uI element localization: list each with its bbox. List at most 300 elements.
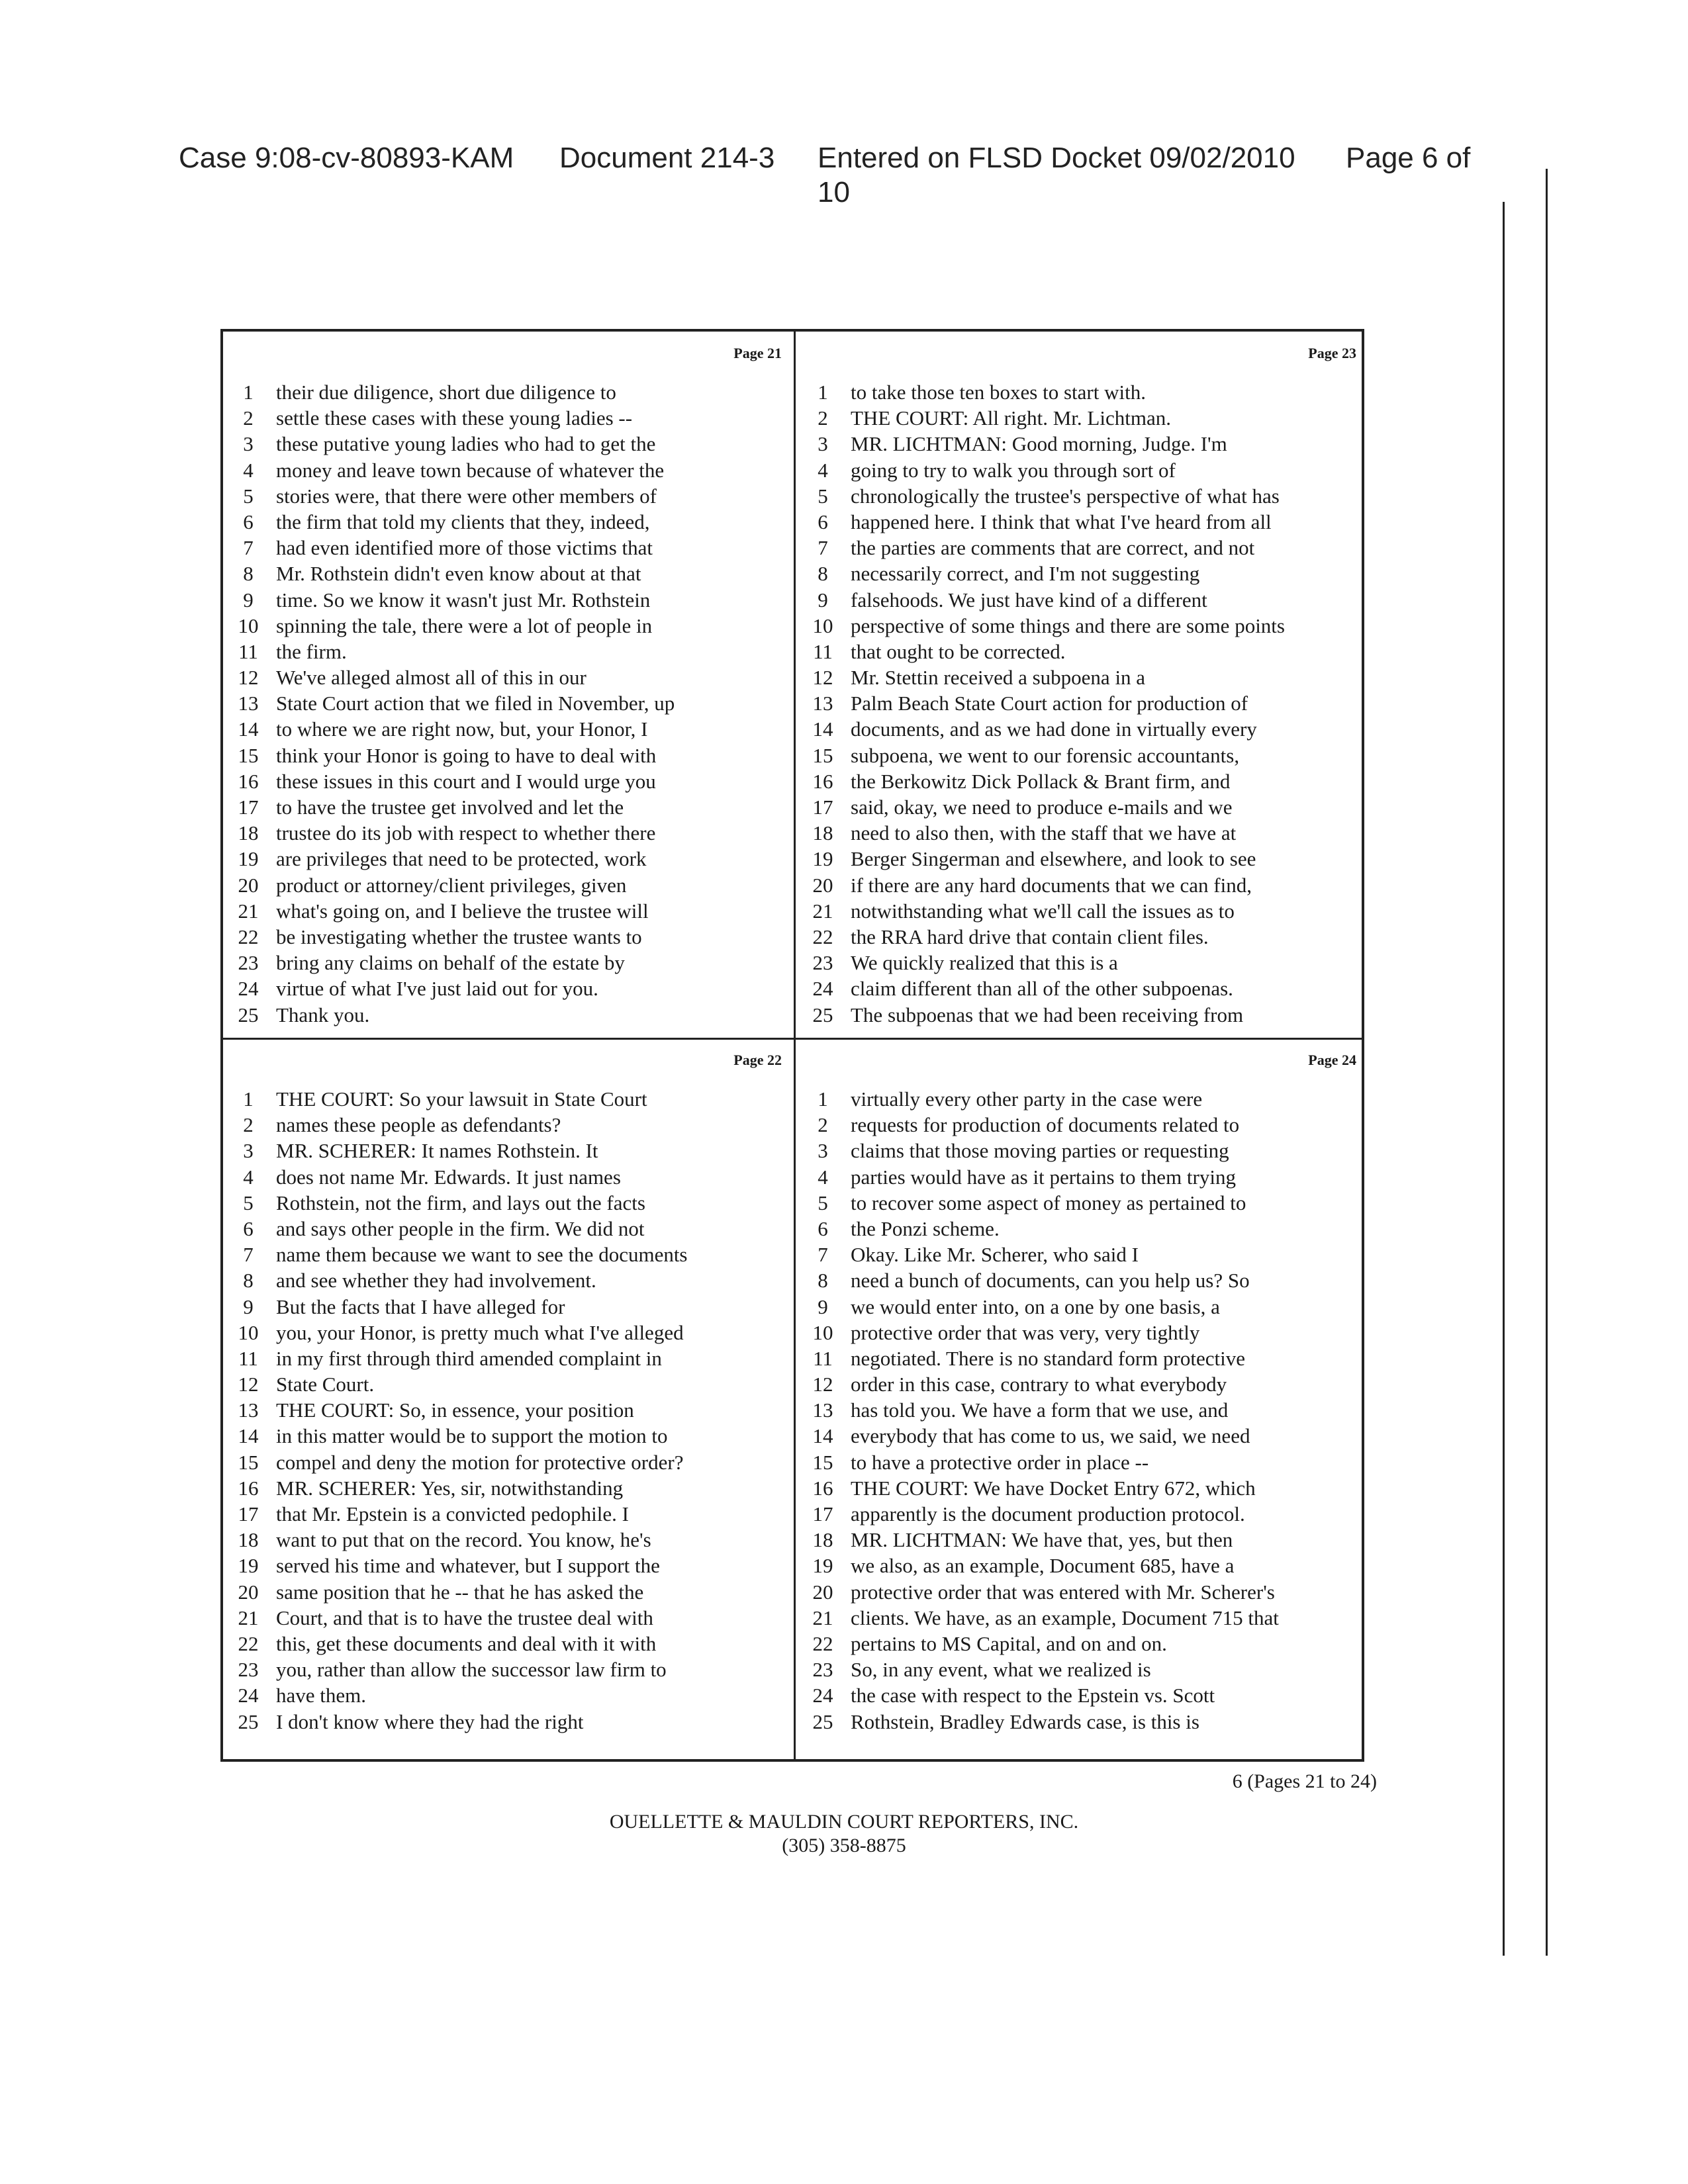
line-number: 7 [818,536,828,560]
line-number: 21 [812,1606,833,1629]
line-number: 14 [812,717,833,741]
transcript-line [230,950,787,976]
line-text: claim different than all of the other subpoenas. [851,977,1233,1001]
line-number: 17 [238,796,259,819]
transcript-line [230,405,787,431]
line-text: served his time and whatever, but I support the [276,1554,660,1578]
transcript-line [804,716,1362,742]
line-number: 13 [812,692,833,715]
transcript-line [804,1371,1362,1397]
line-text: to take those ten boxes to start with. [851,381,1146,404]
transcript-line [804,1475,1362,1501]
line-text: has told you. We have a form that we use, and [851,1398,1229,1422]
transcript-line [804,794,1362,820]
transcript-line [230,1002,787,1028]
transcript-line [804,664,1362,690]
transcript-line [804,509,1362,535]
line-number: 10 [238,1320,259,1344]
line-number: 22 [238,925,259,948]
line-number: 15 [812,1450,833,1474]
line-number: 19 [238,1554,259,1578]
line-number: 4 [818,458,828,482]
line-number: 1 [243,381,254,404]
line-number: 7 [818,1243,828,1267]
transcript-line [804,1657,1362,1682]
line-text: I don't know where they had the right [276,1709,584,1733]
line-text: State Court. [276,1373,375,1396]
page-range: 6 (Pages 21 to 24) [1232,1770,1377,1792]
transcript-line [804,1190,1362,1216]
transcript-line [230,1423,787,1449]
transcript-line [230,924,787,950]
transcript-line [230,639,787,664]
line-number: 5 [818,1191,828,1214]
transcript-line [804,405,1362,431]
transcript-line [804,1345,1362,1371]
line-text: to where we are right now, but, your Honor, I [276,717,648,741]
line-text: the firm. [276,639,347,663]
transcript-line [230,509,787,535]
line-number: 12 [238,666,259,690]
line-text: documents, and as we had done in virtually every [851,717,1257,741]
transcript-line [804,613,1362,639]
line-text: want to put that on the record. You know, he's [276,1528,651,1552]
document-number: Document 214-3 [559,142,775,174]
line-text: notwithstanding what we'll call the issues as to [851,899,1235,923]
line-text: But the facts that I have alleged for [276,1295,565,1318]
line-number: 22 [812,925,833,948]
line-text: THE COURT: So your lawsuit in State Court [276,1087,647,1111]
transcript-line [804,1002,1362,1028]
transcript-line [804,690,1362,716]
line-number: 22 [812,1631,833,1655]
transcript-line [230,872,787,898]
line-text: THE COURT: So, in essence, your position [276,1398,634,1422]
line-text: name them because we want to see the documents [276,1243,688,1267]
transcript-lines [230,1086,787,1735]
line-number: 17 [812,796,833,819]
transcript-line [804,1423,1362,1449]
line-text: requests for production of documents related to [851,1113,1240,1137]
transcript-line [804,976,1362,1001]
page-total: 10 [818,176,850,208]
line-number: 5 [243,484,254,508]
line-number: 15 [812,743,833,767]
line-text: product or attorney/client privileges, given [276,873,627,897]
line-number: 4 [243,1165,254,1189]
line-number: 18 [812,821,833,845]
line-number: 10 [812,614,833,637]
line-text: necessarily correct, and I'm not suggesting [851,562,1200,586]
line-text: we would enter into, on a one by one basis, a [851,1295,1220,1318]
transcript-line [230,898,787,924]
line-number: 2 [243,406,254,430]
line-number: 11 [238,639,258,663]
line-text: trustee do its job with respect to whether there [276,821,656,845]
line-number: 4 [818,1165,828,1189]
line-text: protective order that was entered with Mr. Scherer's [851,1580,1275,1604]
transcript-line [804,1216,1362,1242]
column-divider [794,332,796,1759]
transcript-line [230,1294,787,1320]
transcript-line [804,924,1362,950]
transcript-line [230,1345,787,1371]
line-text: compel and deny the motion for protective order? [276,1450,684,1474]
line-text: are privileges that need to be protected, work [276,847,647,871]
line-text: we also, as an example, Document 685, have a [851,1554,1235,1578]
transcript-line [804,639,1362,664]
line-number: 19 [238,847,259,871]
transcript-page-24 [804,1052,1362,1747]
transcript-page-23 [804,345,1362,1040]
line-number: 11 [813,639,833,663]
line-number: 25 [812,1003,833,1026]
line-number: 14 [238,717,259,741]
transcript-line [804,1397,1362,1423]
line-number: 17 [238,1502,259,1525]
line-text: to recover some aspect of money as pertained to [851,1191,1246,1214]
line-number: 7 [243,1243,254,1267]
transcript-line [804,1267,1362,1293]
transcript-line [804,1242,1362,1267]
transcript-line [804,950,1362,976]
transcript-line [230,794,787,820]
line-number: 8 [243,1269,254,1293]
line-number: 5 [243,1191,254,1214]
line-number: 9 [818,1295,828,1318]
line-text: pertains to MS Capital, and on and on. [851,1631,1167,1655]
transcript-lines [804,1086,1362,1735]
line-number: 3 [243,432,254,456]
transcript-line [230,690,787,716]
line-number: 2 [818,406,828,430]
transcript-line [804,846,1362,872]
line-number: 25 [238,1709,259,1733]
line-text: the case with respect to the Epstein vs. Scott [851,1684,1215,1707]
line-text: the Berkowitz Dick Pollack & Brant firm, and [851,769,1231,793]
transcript-line [804,1709,1362,1735]
line-text: THE COURT: All right. Mr. Lichtman. [851,406,1171,430]
line-number: 9 [243,1295,254,1318]
transcript-line [804,431,1362,457]
reporter-phone: (305) 358-8875 [782,1835,906,1856]
line-text: their due diligence, short due diligence to [276,381,616,404]
transcript-line [804,743,1362,768]
line-number: 6 [243,510,254,533]
line-text: Court, and that is to have the trustee deal with [276,1606,653,1629]
line-text: Okay. Like Mr. Scherer, who said I [851,1243,1139,1267]
transcript-line [230,768,787,794]
transcript-line [230,613,787,639]
line-text: think your Honor is going to have to deal with [276,743,657,767]
transcript-line [804,898,1362,924]
line-number: 25 [812,1709,833,1733]
line-number: 22 [238,1631,259,1655]
line-text: if there are any hard documents that we can find, [851,873,1252,897]
line-number: 21 [812,899,833,923]
reporter-name: OUELLETTE & MAULDIN COURT REPORTERS, INC. [609,1811,1079,1833]
line-number: 2 [243,1113,254,1137]
line-number: 6 [243,1216,254,1240]
line-number: 6 [818,510,828,533]
transcript-line [230,1397,787,1423]
transcript-line [804,1138,1362,1163]
page-number: Page 6 of [1346,142,1471,174]
line-text: Mr. Stettin received a subpoena in a [851,666,1146,690]
line-number: 1 [818,381,828,404]
case-number: Case 9:08-cv-80893-KAM [179,142,514,174]
line-text: had even identified more of those victims that [276,536,653,560]
line-text: MR. SCHERER: It names Rothstein. It [276,1139,598,1163]
transcript-line [230,1553,787,1578]
transcript-line [230,587,787,613]
line-text: need to also then, with the staff that we have at [851,821,1237,845]
line-number: 5 [818,484,828,508]
transcript-line [230,431,787,457]
transcript-line [230,1112,787,1138]
line-text: bring any claims on behalf of the estate by [276,951,625,975]
transcript-line [230,1242,787,1267]
line-text: virtually every other party in the case were [851,1087,1203,1111]
line-text: these issues in this court and I would urge you [276,769,656,793]
transcript-line [230,976,787,1001]
line-number: 8 [818,1269,828,1293]
line-text: to have the trustee get involved and let the [276,796,624,819]
transcript-line [230,1138,787,1163]
transcript-line [804,1449,1362,1475]
transcript-line [230,1086,787,1112]
transcript-line [230,1216,787,1242]
transcript-line [230,1320,787,1345]
line-text: negotiated. There is no standard form protective [851,1346,1245,1370]
line-number: 20 [238,873,259,897]
transcript-line [804,1682,1362,1708]
line-text: Rothstein, Bradley Edwards case, is this is [851,1709,1199,1733]
line-number: 8 [818,562,828,586]
line-number: 3 [818,432,828,456]
line-number: 9 [818,588,828,612]
transcript-line [230,846,787,872]
line-number: 24 [238,1684,259,1707]
line-text: State Court action that we filed in November, up [276,692,675,715]
line-text: in my first through third amended complaint in [276,1346,662,1370]
line-number: 23 [238,951,259,975]
transcript-line [230,1709,787,1735]
line-number: 23 [812,951,833,975]
line-number: 7 [243,536,254,560]
right-margin-line [1503,202,1505,1956]
line-number: 18 [812,1528,833,1552]
line-text: be investigating whether the trustee wants to [276,925,642,948]
line-number: 20 [812,1580,833,1604]
transcript-line [804,1320,1362,1345]
line-text: need a bunch of documents, can you help us? So [851,1269,1250,1293]
line-number: 13 [812,1398,833,1422]
line-text: We've alleged almost all of this in our [276,666,586,690]
line-text: going to try to walk you through sort of [851,458,1176,482]
transcript-line [230,1527,787,1553]
transcript-line [230,561,787,586]
line-number: 10 [238,614,259,637]
line-text: Berger Singerman and elsewhere, and look to see [851,847,1256,871]
line-number: 4 [243,458,254,482]
transcript-page-22 [230,1052,787,1747]
line-number: 12 [238,1373,259,1396]
transcript-line [230,1605,787,1631]
line-text: chronologically the trustee's perspective of what has [851,484,1280,508]
transcript-line [230,483,787,509]
page-label: Page 24 [1308,1052,1356,1068]
transcript-line [230,1267,787,1293]
transcript-line [804,457,1362,483]
transcript-line [230,1164,787,1190]
line-text: names these people as defendants? [276,1113,561,1137]
line-number: 12 [812,666,833,690]
line-text: you, rather than allow the successor law firm to [276,1658,667,1682]
line-number: 23 [812,1658,833,1682]
line-number: 9 [243,588,254,612]
line-text: The subpoenas that we had been receiving from [851,1003,1244,1026]
line-number: 21 [238,899,259,923]
transcript-line [804,768,1362,794]
line-text: Thank you. [276,1003,370,1026]
line-text: that Mr. Epstein is a convicted pedophile. I [276,1502,629,1525]
line-number: 17 [812,1502,833,1525]
transcript-line [804,1501,1362,1527]
transcript-line [230,379,787,405]
transcript-line [230,1682,787,1708]
transcript-line [230,1475,787,1501]
line-text: apparently is the document production protocol. [851,1502,1245,1525]
transcript-line [230,664,787,690]
line-number: 14 [812,1424,833,1448]
page-label: Page 22 [733,1052,782,1068]
line-number: 2 [818,1113,828,1137]
page-label: Page 21 [733,345,782,361]
line-text: happened here. I think that what I've heard from all [851,510,1272,533]
line-text: subpoena, we went to our forensic accountants, [851,743,1240,767]
line-number: 16 [812,1476,833,1500]
line-text: virtue of what I've just laid out for you. [276,977,598,1001]
line-number: 3 [243,1139,254,1163]
line-text: protective order that was very, very tightly [851,1320,1200,1344]
line-number: 11 [813,1346,833,1370]
transcript-line [230,457,787,483]
line-text: time. So we know it wasn't just Mr. Rothstein [276,588,651,612]
line-text: money and leave town because of whatever the [276,458,665,482]
line-number: 15 [238,743,259,767]
line-text: We quickly realized that this is a [851,951,1118,975]
line-number: 23 [238,1658,259,1682]
line-text: does not name Mr. Edwards. It just names [276,1165,621,1189]
line-number: 20 [812,873,833,897]
right-edge-line [1546,169,1548,1956]
line-number: 18 [238,821,259,845]
transcript-frame [220,329,1364,1762]
transcript-line [804,1527,1362,1553]
page-label: Page 23 [1308,345,1356,361]
line-text: perspective of some things and there are some points [851,614,1285,637]
line-text: that ought to be corrected. [851,639,1066,663]
line-text: these putative young ladies who had to get the [276,432,656,456]
line-number: 15 [238,1450,259,1474]
line-number: 11 [238,1346,258,1370]
line-number: 8 [243,562,254,586]
transcript-line [230,743,787,768]
line-number: 18 [238,1528,259,1552]
line-text: the Ponzi scheme. [851,1216,1000,1240]
transcript-page-21 [230,345,787,1040]
transcript-line [804,1164,1362,1190]
line-text: THE COURT: We have Docket Entry 672, which [851,1476,1256,1500]
line-text: claims that those moving parties or requesting [851,1139,1229,1163]
transcript-line [804,1294,1362,1320]
transcript-line [804,872,1362,898]
line-text: have them. [276,1684,367,1707]
line-number: 19 [812,1554,833,1578]
line-number: 3 [818,1139,828,1163]
transcript-line [804,483,1362,509]
transcript-line [804,561,1362,586]
transcript-line [230,1657,787,1682]
line-text: order in this case, contrary to what everybody [851,1373,1227,1396]
line-number: 19 [812,847,833,871]
line-number: 24 [238,977,259,1001]
transcript-line [804,379,1362,405]
line-text: this, get these documents and deal with it with [276,1631,657,1655]
transcript-line [804,535,1362,561]
line-number: 6 [818,1216,828,1240]
transcript-line [804,1631,1362,1657]
line-text: same position that he -- that he has asked the [276,1580,644,1604]
transcript-line [804,820,1362,846]
line-text: MR. LICHTMAN: We have that, yes, but then [851,1528,1233,1552]
transcript-line [230,535,787,561]
transcript-line [230,1449,787,1475]
line-number: 13 [238,1398,259,1422]
transcript-line [804,1605,1362,1631]
line-text: the firm that told my clients that they, indeed, [276,510,650,533]
transcript-line [804,1086,1362,1112]
line-text: clients. We have, as an example, Document 715 that [851,1606,1279,1629]
transcript-line [230,1631,787,1657]
line-number: 24 [812,977,833,1001]
transcript-line [230,820,787,846]
line-text: to have a protective order in place -- [851,1450,1149,1474]
line-text: everybody that has come to us, we said, we need [851,1424,1250,1448]
line-number: 1 [818,1087,828,1111]
line-text: Palm Beach State Court action for production of [851,692,1248,715]
line-number: 16 [238,1476,259,1500]
line-number: 20 [238,1580,259,1604]
line-text: stories were, that there were other members of [276,484,657,508]
transcript-line [230,1190,787,1216]
line-text: and see whether they had involvement. [276,1269,596,1293]
entered-date: Entered on FLSD Docket 09/02/2010 [818,142,1295,174]
transcript-line [230,716,787,742]
transcript-lines [804,379,1362,1028]
transcript-line [804,1112,1362,1138]
line-text: what's going on, and I believe the trustee will [276,899,649,923]
transcript-line [804,587,1362,613]
line-number: 16 [812,769,833,793]
line-text: falsehoods. We just have kind of a different [851,588,1207,612]
line-text: MR. LICHTMAN: Good morning, Judge. I'm [851,432,1227,456]
line-number: 13 [238,692,259,715]
transcript-line [230,1371,787,1397]
transcript-line [230,1579,787,1605]
line-number: 21 [238,1606,259,1629]
